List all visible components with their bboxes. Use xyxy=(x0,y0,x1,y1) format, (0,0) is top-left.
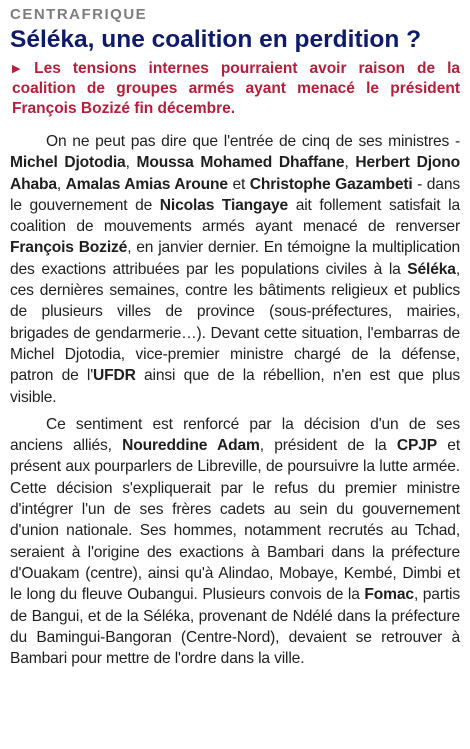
article-headline: Séléka, une coalition en perdition ? xyxy=(10,26,422,53)
person-name: Herbert Djono Ahaba xyxy=(10,154,461,193)
person-name: Christophe Gazambeti xyxy=(249,175,413,193)
person-name: Amalas Amias Aroune xyxy=(65,175,228,193)
organization-name: Séléka xyxy=(407,260,456,278)
paragraph-text: et présent aux pourparlers de Libreville, de poursuivre la lutte armée. Cette décision s'expliquerait par le refus du premier ministre d'intégrer l'un de ses frères cadets au sein du gouvernement d'union nationale. Ses hommes, notamment recrutés au Tchad, seraient à l'origine des exactions à Bambari dans la préfecture d'Ouakam (centre), ainsi qu'à Alindao, Mobaye, Kembé, Dimbi et le long du fleuve Oubangui. Plusieurs convois de la xyxy=(10,437,460,604)
lead-text: Les tensions internes pourraient avoir raison de la coalition de groupes armés ayant menacé le président François Bozizé fin décembre. xyxy=(12,60,460,117)
triangle-right-icon: ▶ xyxy=(12,63,29,75)
paragraph-text: - dans le gouvernement de xyxy=(10,175,460,214)
paragraph-text: On ne peut pas dire que l'entrée de cinq de ses ministres - xyxy=(46,133,460,150)
paragraph-text: , xyxy=(56,175,66,193)
section-kicker: CENTRAFRIQUE xyxy=(10,6,148,23)
paragraph-text: et xyxy=(227,175,250,193)
paragraph-text: , xyxy=(344,154,356,172)
organization-name: UFDR xyxy=(93,367,136,385)
person-name: Moussa Mohamed Dhaffane xyxy=(136,154,345,172)
person-name: Nicolas Tiangaye xyxy=(159,196,289,214)
paragraph-text: ait follement satisfait la coalition de mouvements armés ayant menacé de renverser xyxy=(10,196,461,236)
person-name: François Bozizé xyxy=(10,239,128,257)
paragraph-text: , xyxy=(125,154,137,172)
organization-name: CPJP xyxy=(396,437,437,455)
paragraph-text: , partis de Bangui, et de la Séléka, provenant de Ndélé dans la préfecture du Bamingui-Bangoran (Centre-Nord), devaient se retrouver à Bambari pour mettre de l'ordre dans la ville. xyxy=(10,586,460,668)
paragraph-text: , en janvier dernier. En témoigne la multiplication des exactions attribuées par les populations civiles à la xyxy=(10,239,460,278)
paragraph-text: ainsi que de la rébellion, n'en est que plus visible. xyxy=(10,367,460,406)
article-lead xyxy=(10,59,460,119)
person-name: Michel Djotodia xyxy=(10,154,126,172)
paragraph-text: Ce sentiment est renforcé par la décision d'un de ses anciens alliés, xyxy=(10,415,460,455)
article-paragraph xyxy=(10,414,460,670)
article-paragraph xyxy=(10,131,460,408)
organization-name: Fomac xyxy=(364,586,414,604)
paragraph-text: , président de la xyxy=(259,437,397,455)
person-name: Noureddine Adam xyxy=(122,437,260,455)
paragraph-text: , ces dernières semaines, contre les bâtiments religieux et publics de plusieurs villes de province (sous-préfectures, mairies, brigades de gendarmerie…). Devant cette situation, l'embarras de Michel Djotodia, vice-premier ministre chargé de la défense, patron de l' xyxy=(10,260,460,385)
